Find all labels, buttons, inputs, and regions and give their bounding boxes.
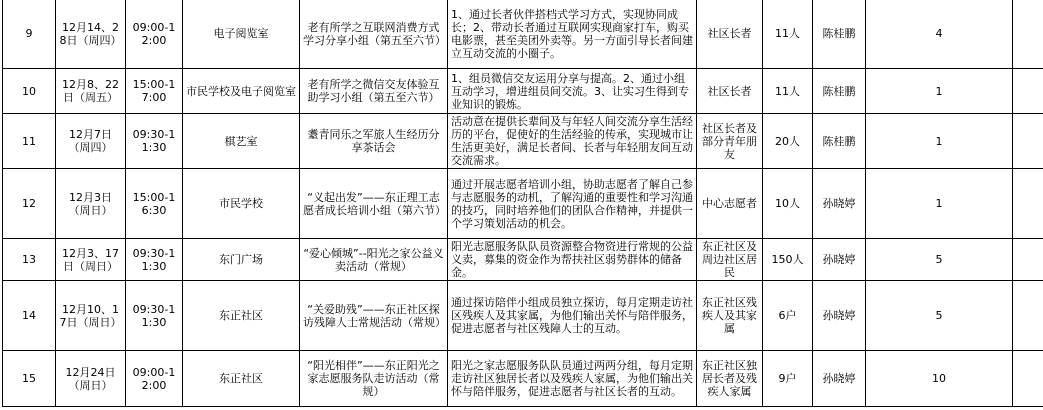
row-session-count: 5	[866, 281, 1013, 351]
row-venue: 东门广场	[183, 239, 300, 281]
row-target-group: 社区长者	[697, 0, 763, 69]
row-venue: 东正社区	[183, 351, 300, 407]
row-staff: 陈桂鹏	[813, 114, 866, 169]
table-row	[3, 281, 1043, 351]
row-session-count: 1	[866, 114, 1013, 169]
table-row	[3, 239, 1043, 281]
row-staff: 孙晓婷	[813, 351, 866, 407]
row-participant-count: 9户	[763, 351, 813, 407]
row-time: 09:30-11:30	[126, 281, 183, 351]
row-target-group: 社区长者及部分青年朋友	[697, 114, 763, 169]
row-participant-count: 6户	[763, 281, 813, 351]
row-activity-title: “爱心倾城”--阳光之家公益义卖活动（常规）	[300, 239, 448, 281]
row-number: 10	[3, 69, 56, 114]
row-session-count: 4	[866, 0, 1013, 69]
row-participant-count: 11人	[763, 69, 813, 114]
table-row	[3, 0, 1043, 69]
row-participant-count: 10人	[763, 169, 813, 239]
row-activity-title: “关爱助残”——东正社区探访残障人士常规活动（常规）	[300, 281, 448, 351]
row-activity-title: “阳光相伴”——东正阳光之家志愿服务队走访活动（常规）	[300, 351, 448, 407]
row-session-count: 1	[866, 169, 1013, 239]
row-number: 12	[3, 169, 56, 239]
row-date: 12月7日（周四）	[56, 114, 126, 169]
row-blank-cell	[1013, 351, 1043, 407]
row-venue: 东正社区	[183, 281, 300, 351]
row-date: 12月10、17日（周日）	[56, 281, 126, 351]
row-target-group: 中心志愿者	[697, 169, 763, 239]
table-row	[3, 114, 1043, 169]
row-staff: 陈桂鹏	[813, 69, 866, 114]
row-blank-cell	[1013, 114, 1043, 169]
row-date: 12月24日（周日）	[56, 351, 126, 407]
row-target-group: 社区长者	[697, 69, 763, 114]
row-venue: 市民学校	[183, 169, 300, 239]
row-number: 13	[3, 239, 56, 281]
row-activity-description: 通过开展志愿者培训小组，协助志愿者了解自己参与志愿服务的动机，了解沟通的重要性和学习沟通的技巧，同时培养他们的团队合作精神，并提供一个学习策划活动的机会。	[448, 169, 697, 239]
row-activity-title: “义起出发”——东正理工志愿者成长培训小组（第六节）	[300, 169, 448, 239]
row-staff: 孙晓婷	[813, 169, 866, 239]
table-row	[3, 169, 1043, 239]
row-target-group: 东正社区及周边社区居民	[697, 239, 763, 281]
row-participant-count: 150人	[763, 239, 813, 281]
row-blank-cell	[1013, 169, 1043, 239]
row-session-count: 5	[866, 239, 1013, 281]
row-venue: 棋艺室	[183, 114, 300, 169]
row-activity-description: 1、组员微信交友运用分享与提高。2、通过小组互动学习，增进组员间交流。3、让实习生得到专业知识的锻炼。	[448, 69, 697, 114]
row-date: 12月3、17日（周日）	[56, 239, 126, 281]
row-time: 09:00-12:00	[126, 351, 183, 407]
row-activity-title: 耋青同乐之军旅人生经历分享茶话会	[300, 114, 448, 169]
row-blank-cell	[1013, 0, 1043, 69]
row-activity-title: 老有所学之互联网消费方式学习分享小组（第五至六节）	[300, 0, 448, 69]
row-activity-description: 通过探访陪伴小组成员独立探访，每月定期走访社区残疾人及其家属，为他们输出关怀与陪伴服务，促进志愿者与社区残障人士的互动。	[448, 281, 697, 351]
row-date: 12月8、22日（周五）	[56, 69, 126, 114]
row-participant-count: 11人	[763, 0, 813, 69]
row-time: 09:30-11:30	[126, 239, 183, 281]
row-time: 09:00-12:00	[126, 0, 183, 69]
row-target-group: 东正社区残疾人及其家属	[697, 281, 763, 351]
row-session-count: 10	[866, 351, 1013, 407]
row-number: 11	[3, 114, 56, 169]
row-participant-count: 20人	[763, 114, 813, 169]
row-blank-cell	[1013, 281, 1043, 351]
row-staff: 孙晓婷	[813, 239, 866, 281]
row-venue: 市民学校及电子阅览室	[183, 69, 300, 114]
row-time: 09:30-11:30	[126, 114, 183, 169]
row-staff: 陈桂鹏	[813, 0, 866, 69]
row-blank-cell	[1013, 239, 1043, 281]
row-venue: 电子阅览室	[183, 0, 300, 69]
row-date: 12月3日（周日）	[56, 169, 126, 239]
row-date: 12月14、28日（周四）	[56, 0, 126, 69]
table-row	[3, 69, 1043, 114]
row-staff: 孙晓婷	[813, 281, 866, 351]
row-time: 15:00-17:00	[126, 69, 183, 114]
row-number: 9	[3, 0, 56, 69]
table-row	[3, 351, 1043, 407]
row-activity-description: 活动意在提供长辈间及与年轻人间交流分享生活经历的平台，促使好的生活经验的传承，实现城市让生活更美好，满足长者间、长者与年轻朋友间互动交流需求。	[448, 114, 697, 169]
row-activity-title: 老有所学之微信交友体验互助学习小组（第五至六节）	[300, 69, 448, 114]
row-activity-description: 阳光之家志愿服务队队员通过两两分组，每月定期走访社区独居长者以及残疾人家属，为他们输出关怀与陪伴服务，促进志愿者与社区长者的互动。	[448, 351, 697, 407]
row-session-count: 1	[866, 69, 1013, 114]
row-number: 15	[3, 351, 56, 407]
row-time: 15:00-16:30	[126, 169, 183, 239]
schedule-table	[2, 0, 1043, 407]
row-target-group: 东正社区独居长者及残疾人家属	[697, 351, 763, 407]
row-number: 14	[3, 281, 56, 351]
row-activity-description: 1、通过长者伙伴搭档式学习方式，实现协同成长；2、带动长者通过互联网实现商家打车，购买电影票，甚至美团外卖等。另一方面引导长者间建立互动交流的小圈子。	[448, 0, 697, 69]
row-activity-description: 阳光志愿服务队队员资源整合物资进行常规的公益义卖，募集的资金作为帮扶社区弱势群体的储备金。	[448, 239, 697, 281]
row-blank-cell	[1013, 69, 1043, 114]
